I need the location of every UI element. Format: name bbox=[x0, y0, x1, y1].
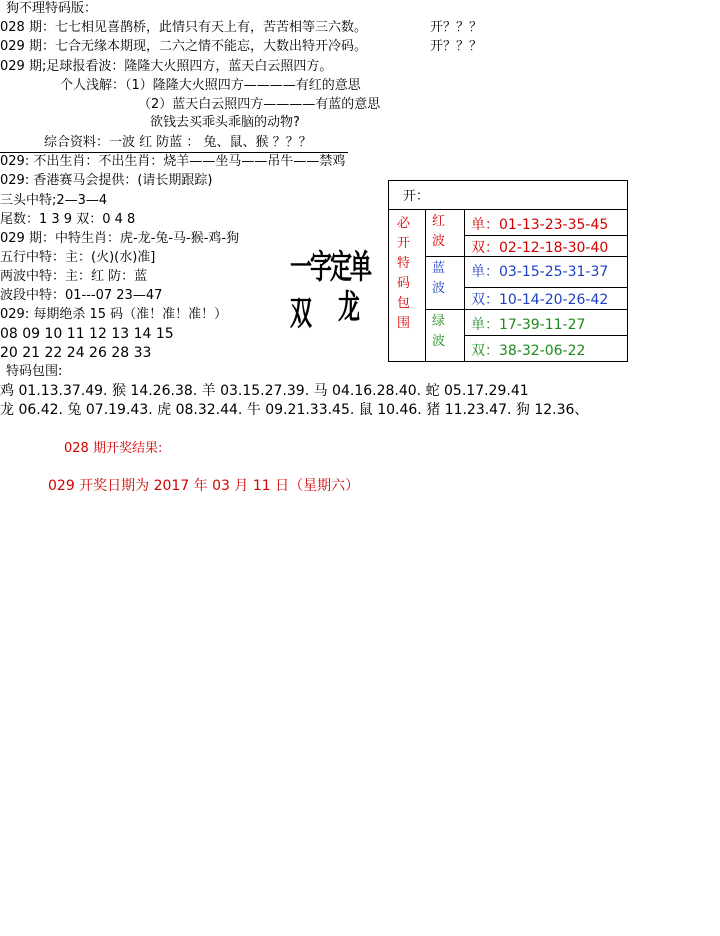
band-blue-label: 蓝波 bbox=[432, 261, 446, 296]
line-explain-1: 个人浅解：（1）隆隆大火照四方————有红的意思 bbox=[60, 78, 361, 93]
table-row bbox=[465, 257, 627, 288]
band-green bbox=[426, 310, 465, 362]
table-header-label: 开： bbox=[403, 189, 430, 204]
line-kill-15: 029: 每期绝杀 15 码（准！准！准！） bbox=[0, 307, 228, 322]
single-double-slogan bbox=[290, 238, 386, 334]
row-blue-odd: 单：03-15-25-31-37 bbox=[471, 264, 609, 280]
band-red-label: 红波 bbox=[432, 214, 446, 249]
line-summary: 综合资料：一波 红 防蓝 ： 兔、鼠、猴 ？？？ bbox=[0, 134, 348, 153]
line-kill-numbers-1: 08 09 10 11 12 13 14 15 bbox=[0, 326, 174, 342]
row-red-odd: 单：01-13-23-35-45 bbox=[471, 217, 609, 233]
band-blue bbox=[426, 257, 465, 310]
line-two-waves: 两波中特：主：红 防：蓝 bbox=[0, 269, 148, 284]
table-row bbox=[465, 310, 627, 336]
row-blue-even: 双：10-14-20-26-42 bbox=[471, 292, 609, 308]
line-029-riddle: 029 期：七合无缘本期现，二六之情不能忘，大数出特开冷码。 bbox=[0, 39, 367, 54]
line-tails: 尾数：1 3 9 双：0 4 8 bbox=[0, 212, 136, 227]
vertical-label-text: 必开特码包围 bbox=[397, 216, 411, 331]
line-028-result: 开？？？ bbox=[430, 20, 483, 35]
band-green-label: 绿波 bbox=[432, 314, 446, 349]
line-five-elements: 五行中特：主：(火)(水)准] bbox=[0, 250, 156, 265]
line-jockey-club: 029: 香港赛马会提供：(请长期跟踪) bbox=[0, 173, 213, 188]
doc-title: 狗不理特码版： bbox=[6, 1, 98, 16]
line-band: 波段中特：01---07 23—47 bbox=[0, 288, 163, 303]
table-vertical-label bbox=[389, 210, 426, 362]
line-no-zodiac: 029: 不出生肖：不出生肖：烧羊——坐马——吊牛——禁鸡 bbox=[0, 154, 346, 169]
row-red-even: 双：02-12-18-30-40 bbox=[471, 240, 609, 256]
line-heads: 三头中特;2—3—4 bbox=[0, 193, 108, 208]
line-question: 欲钱去买乖头乖脑的动物? bbox=[150, 115, 300, 130]
table-row bbox=[465, 210, 627, 236]
line-surround-title: 特码包围: bbox=[6, 364, 63, 379]
table-row bbox=[465, 288, 627, 310]
line-kill-numbers-2: 20 21 22 24 26 28 33 bbox=[0, 345, 152, 361]
slogan-row-1: 一字定单双 bbox=[290, 248, 371, 334]
line-explain-2: （2）蓝天白云照四方————有蓝的意思 bbox=[138, 97, 381, 112]
band-red bbox=[426, 210, 465, 257]
table-row bbox=[465, 236, 627, 257]
slogan-row-2: 龙 bbox=[338, 288, 359, 327]
row-green-odd: 单：17-39-11-27 bbox=[471, 317, 586, 333]
line-draw-date: 029 开奖日期为 2017 年 03 月 11 日（星期六） bbox=[48, 478, 360, 494]
line-zodiac-numbers-1: 鸡 01.13.37.49. 猴 14.26.38. 羊 03.15.27.39. 马 04.16.28.40. 蛇 05.17.29.41 bbox=[0, 383, 529, 399]
line-result-028: 028 期开奖结果: bbox=[64, 441, 163, 456]
row-green-even: 双：38-32-06-22 bbox=[471, 343, 586, 359]
line-029-result: 开？？？ bbox=[430, 39, 483, 54]
line-028-riddle: 028 期：七七相见喜鹊桥，此情只有天上有，苦苦相等三六数。 bbox=[0, 20, 367, 35]
table-row bbox=[465, 336, 627, 362]
special-code-table bbox=[388, 180, 628, 362]
line-zodiac: 029 期：中特生肖：虎-龙-兔-马-猴-鸡-狗 bbox=[0, 231, 240, 246]
line-football: 029 期;足球报看波：隆隆大火照四方，蓝天白云照四方。 bbox=[0, 59, 333, 74]
line-zodiac-numbers-2: 龙 06.42. 兔 07.19.43. 虎 08.32.44. 牛 09.21.33.45. 鼠 10.46. 猪 11.23.47. 狗 12.36、 bbox=[0, 402, 589, 418]
table-header bbox=[389, 181, 627, 210]
